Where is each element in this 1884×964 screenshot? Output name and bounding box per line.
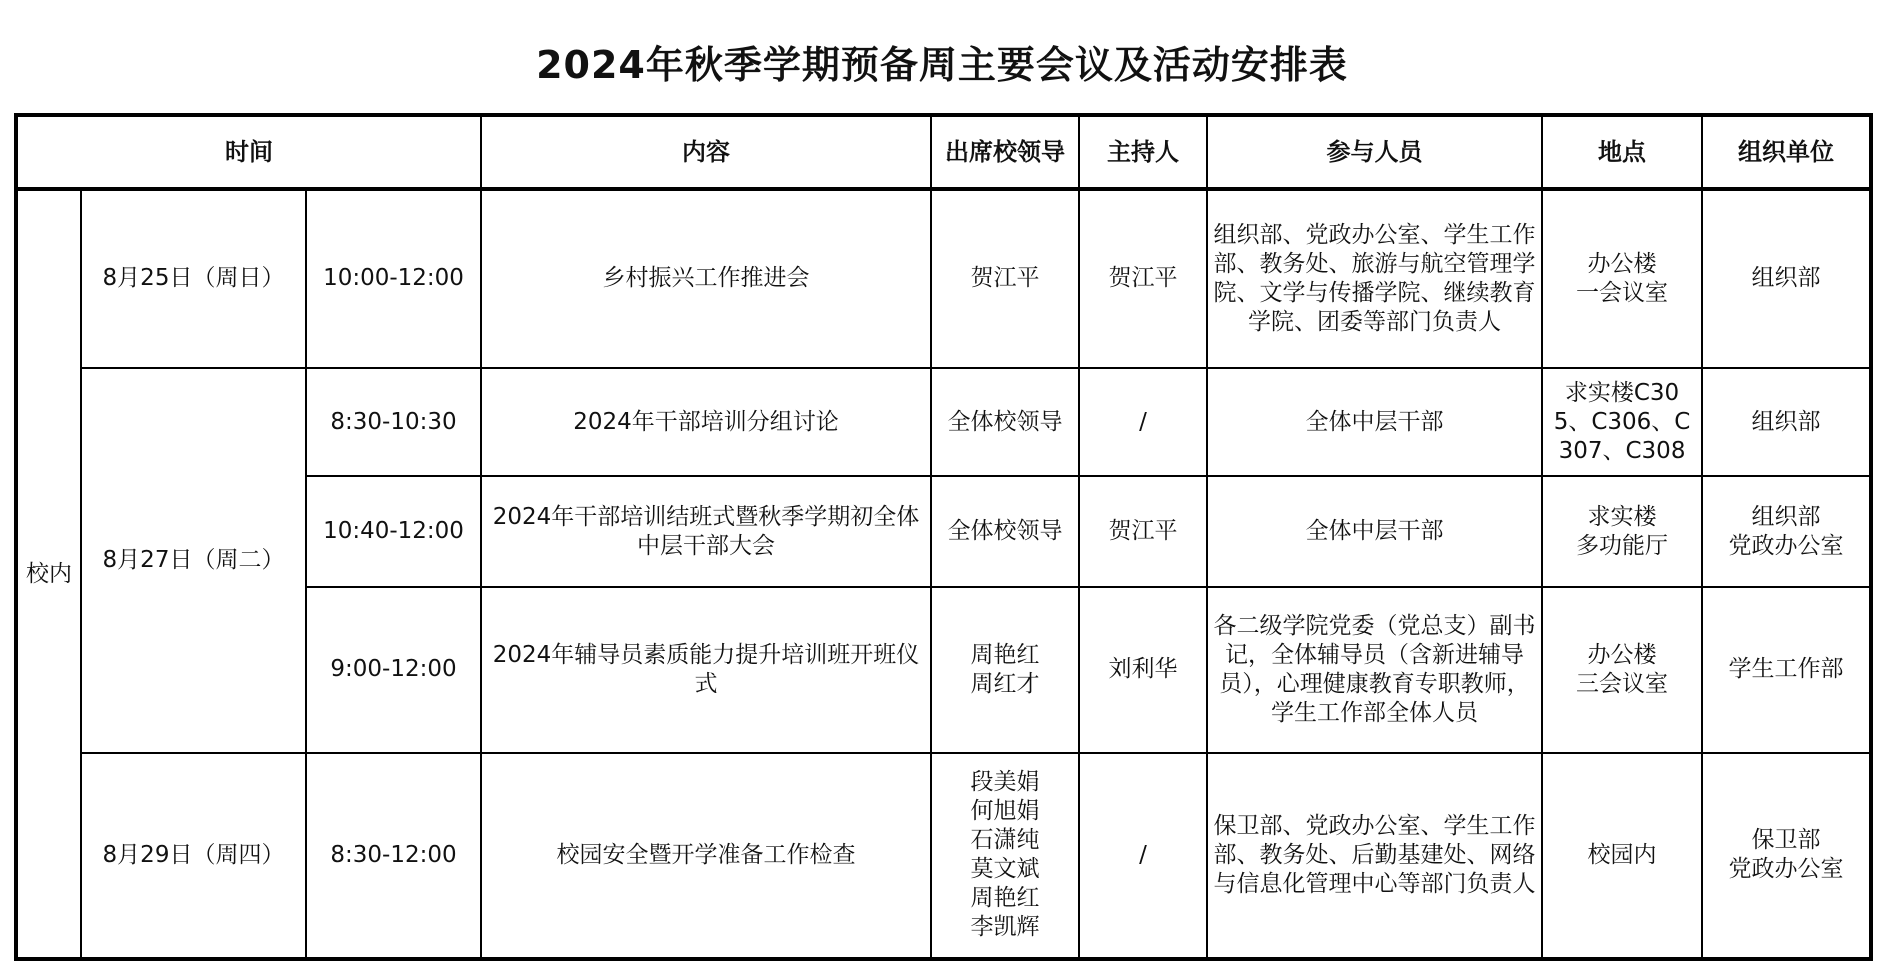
content-cell: 2024年辅导员素质能力提升培训班开班仪式 (481, 587, 931, 753)
leaders-cell (931, 189, 1079, 368)
location-line: 求实楼C305、C306、C307、C308 (1553, 379, 1691, 464)
participants-cell: 全体中层干部 (1207, 476, 1542, 587)
leaders-cell (931, 368, 1079, 477)
leader-name: 段美娟 (970, 769, 1040, 796)
location-line: 一会议室 (1576, 279, 1669, 306)
header-time: 时间 (16, 115, 481, 189)
organizer-line: 党政办公室 (1728, 856, 1844, 883)
organizer-line: 组织部 (1751, 503, 1821, 530)
leader-name: 周红才 (970, 670, 1040, 697)
location-cell (1542, 587, 1702, 753)
organizer-cell (1702, 368, 1871, 477)
time-cell: 10:00-12:00 (306, 189, 481, 368)
content-cell: 2024年干部培训结班式暨秋季学期初全体中层干部大会 (481, 476, 931, 587)
organizer-cell (1702, 753, 1871, 959)
host-cell: 贺江平 (1079, 189, 1207, 368)
leaders-cell (931, 587, 1079, 753)
header-organizer: 组织单位 (1702, 115, 1871, 189)
header-row (16, 115, 1871, 189)
host-cell: / (1079, 753, 1207, 959)
participants-cell: 各二级学院党委（党总支）副书记，全体辅导员（含新进辅导员），心理健康教育专职教师，学生工作部全体人员 (1207, 587, 1542, 753)
location-line: 校园内 (1587, 841, 1657, 868)
participants-cell: 保卫部、党政办公室、学生工作部、教务处、后勤基建处、网络与信息化管理中心等部门负责人 (1207, 753, 1542, 959)
content-cell: 校园安全暨开学准备工作检查 (481, 753, 931, 959)
host-cell: / (1079, 368, 1207, 477)
organizer-cell (1702, 476, 1871, 587)
location-line: 办公楼 (1587, 250, 1657, 277)
time-cell: 9:00-12:00 (306, 587, 481, 753)
leader-name: 石潇纯 (970, 827, 1040, 854)
location-cell (1542, 368, 1702, 477)
leader-name: 莫文斌 (970, 856, 1040, 883)
table-row (16, 189, 1871, 368)
date-cell: 8月25日（周日） (81, 189, 306, 368)
host-cell: 贺江平 (1079, 476, 1207, 587)
date-cell: 8月29日（周四） (81, 753, 306, 959)
organizer-line: 党政办公室 (1728, 532, 1844, 559)
time-cell: 8:30-10:30 (306, 368, 481, 477)
time-cell: 10:40-12:00 (306, 476, 481, 587)
leader-name: 贺江平 (970, 265, 1040, 292)
location-line: 求实楼 (1587, 503, 1657, 530)
header-location: 地点 (1542, 115, 1702, 189)
leader-name: 全体校领导 (947, 518, 1063, 545)
participants-cell: 全体中层干部 (1207, 368, 1542, 477)
schedule-table (14, 113, 1873, 961)
leaders-cell (931, 753, 1079, 959)
table-row (16, 368, 1871, 477)
leader-name: 周艳红 (970, 885, 1040, 912)
organizer-cell (1702, 587, 1871, 753)
header-leaders: 出席校领导 (931, 115, 1079, 189)
location-line: 多功能厅 (1576, 532, 1669, 559)
header-host: 主持人 (1079, 115, 1207, 189)
location-line: 办公楼 (1587, 641, 1657, 668)
leader-name: 李凯辉 (970, 914, 1040, 941)
location-cell (1542, 476, 1702, 587)
location-line: 三会议室 (1576, 670, 1669, 697)
organizer-cell (1702, 189, 1871, 368)
organizer-line: 组织部 (1751, 408, 1821, 435)
location-cell (1542, 189, 1702, 368)
organizer-line: 学生工作部 (1728, 656, 1844, 683)
date-cell: 8月27日（周二） (81, 368, 306, 753)
table-row (16, 753, 1871, 959)
leader-name: 何旭娟 (970, 798, 1040, 825)
leader-name: 周艳红 (970, 641, 1040, 668)
content-cell: 乡村振兴工作推进会 (481, 189, 931, 368)
organizer-line: 保卫部 (1751, 827, 1821, 854)
content-cell: 2024年干部培训分组讨论 (481, 368, 931, 477)
host-cell: 刘利华 (1079, 587, 1207, 753)
organizer-line: 组织部 (1751, 265, 1821, 292)
page-title: 2024年秋季学期预备周主要会议及活动安排表 (536, 43, 1348, 87)
leader-name: 全体校领导 (947, 408, 1063, 435)
leaders-cell (931, 476, 1079, 587)
participants-cell: 组织部、党政办公室、学生工作部、教务处、旅游与航空管理学院、文学与传播学院、继续教育学院、团委等部门负责人 (1207, 189, 1542, 368)
header-participants: 参与人员 (1207, 115, 1542, 189)
header-content: 内容 (481, 115, 931, 189)
scope-cell: 校内 (16, 189, 81, 959)
location-cell (1542, 753, 1702, 959)
time-cell: 8:30-12:00 (306, 753, 481, 959)
